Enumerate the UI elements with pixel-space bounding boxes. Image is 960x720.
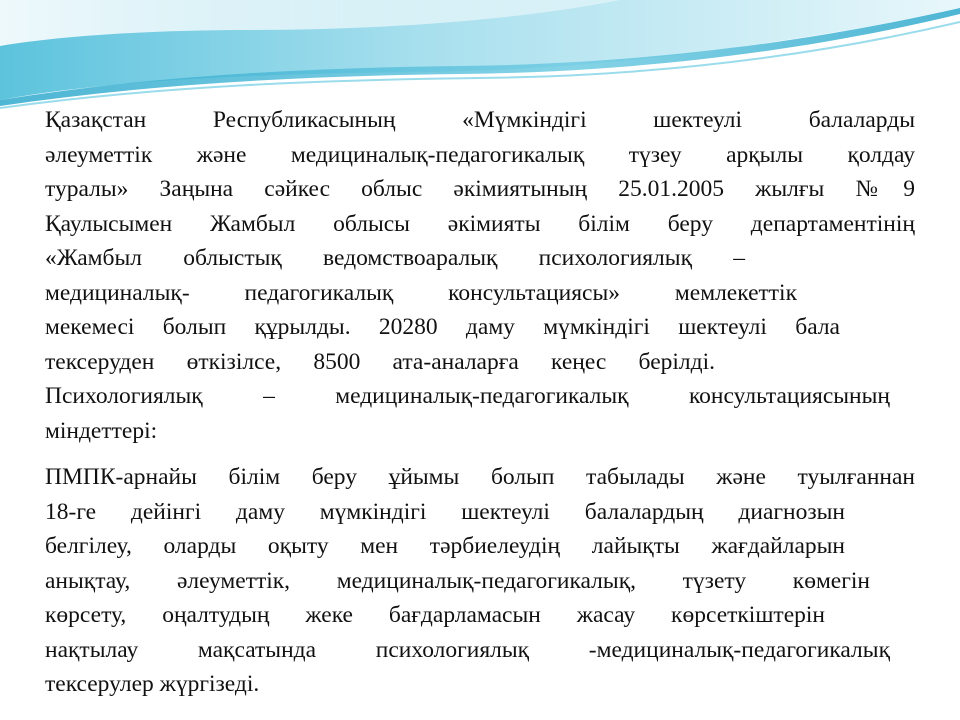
text-line: анықтау, әлеуметтік, медициналық-педагогикалық, түзету көмегін [45, 567, 870, 594]
paragraph-pmpk-description [45, 460, 915, 702]
paragraph-psychological-consultation-history [45, 103, 915, 448]
text-line: міндеттері: [45, 417, 158, 444]
text-line: Қазақстан Республикасының «Мүмкіндігі шектеулі балаларды [45, 107, 915, 133]
decorative-wave-header [0, 0, 960, 120]
slide-body [45, 103, 915, 702]
text-line: көрсету, оңалтудың жеке бағдарламасын жасау көрсеткіштерін [45, 602, 825, 628]
text-line: тексеруден өткізілсе, 8500 ата-аналарға кеңес берілді. [45, 348, 715, 375]
text-line: мекемесі болып құрылды. 20280 даму мүмкіндігі шектеулі бала [45, 314, 840, 340]
text-line: Қаулысымен Жамбыл облысы әкімияты білім беру департаментінің [45, 210, 915, 237]
text-line: «Жамбыл облыстық ведомствоаралық психологиялық – [45, 245, 745, 271]
text-line: әлеуметтік және медициналық-педагогикалық түзеу арқылы қолдау [45, 141, 915, 168]
text-line: 18-ге дейінгі даму мүмкіндігі шектеулі балалардың диагнозын [45, 498, 845, 525]
text-line: тексерулер жүргізеді. [45, 671, 260, 697]
text-line: нақтылау мақсатында психологиялық -медициналық-педагогикалық [45, 636, 890, 663]
text-line: белгілеу, оларды оқыту мен тәрбиелеудің лайықты жағдайларын [45, 533, 845, 559]
text-line: Психологиялық – медициналық-педагогикалық консультациясының [45, 383, 890, 409]
text-line: медициналық- педагогикалық консультациясы» мемлекеттік [45, 279, 797, 306]
text-line: туралы» Заңына сәйкес облыс әкімиятының 25.01.2005 жылғы №9 [45, 176, 915, 202]
text-line: ПМПК-арнайы білім беру ұйымы болып табылады және туылғаннан [45, 464, 915, 490]
